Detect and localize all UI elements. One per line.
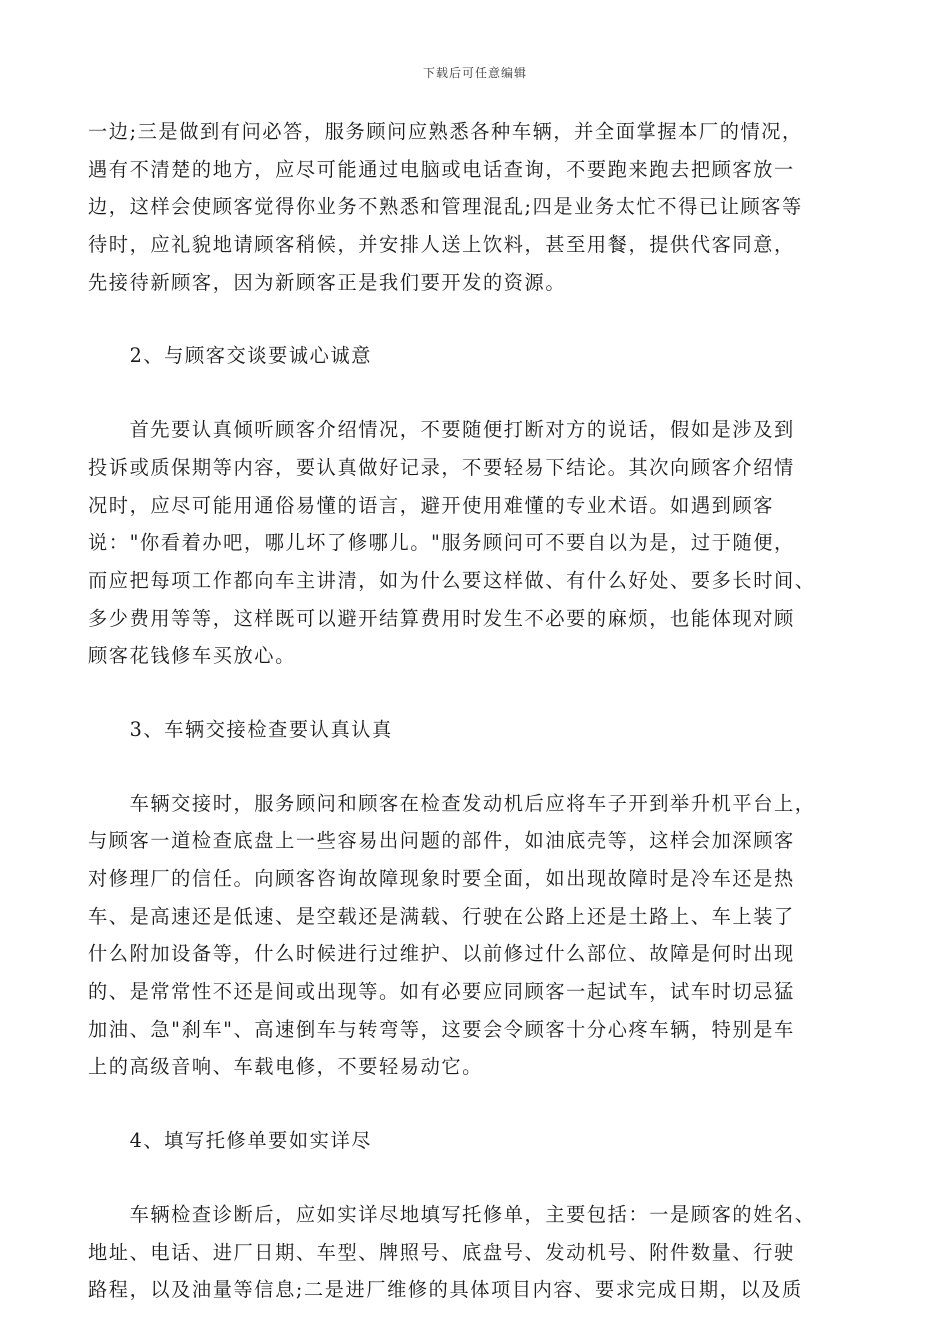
text-line: 况时，应尽可能用通俗易懂的语言，避开使用难懂的专业术语。如遇到顾客 bbox=[88, 493, 774, 517]
text-line: 边，这样会使顾客觉得你业务不熟悉和管理混乱;四是业务太忙不得已让顾客等 bbox=[88, 195, 803, 219]
text-line: 投诉或质保期等内容，要认真做好记录，不要轻易下结论。其次向顾客介绍情 bbox=[88, 455, 795, 479]
heading-text: 3、车辆交接检查要认真认真 bbox=[88, 717, 393, 741]
text-line: 首先要认真倾听顾客介绍情况，不要随便打断对方的说话，假如是涉及到 bbox=[88, 418, 795, 442]
text-line: 先接待新顾客，因为新顾客正是我们要开发的资源。 bbox=[88, 270, 567, 294]
text-line: 一边;三是做到有问必答，服务顾问应熟悉各种车辆，并全面掌握本厂的情况， bbox=[88, 120, 803, 143]
heading-text: 2、与顾客交谈要诚心诚意 bbox=[88, 344, 373, 368]
paragraph-section-3 bbox=[88, 785, 868, 1087]
text-line: 遇有不清楚的地方，应尽可能通过电脑或电话查询，不要跑来跑去把顾客放一 bbox=[88, 157, 795, 181]
text-line: 地址、电话、进厂日期、车型、牌照号、底盘号、发动机号、附件数量、行驶 bbox=[88, 1240, 795, 1264]
text-line: 而应把每项工作都向车主讲清，如为什么要这样做、有什么好处、要多长时间、 bbox=[88, 568, 816, 592]
text-line: 车辆检查诊断后，应如实详尽地填写托修单，主要包括：一是顾客的姓名、 bbox=[88, 1202, 816, 1226]
paragraph-gap bbox=[88, 301, 868, 337]
paragraph-gap bbox=[88, 1086, 868, 1122]
paragraph-section-2 bbox=[88, 411, 868, 675]
text-line: 对修理厂的信任。向顾客咨询故障现象时要全面，如出现故障时是冷车还是热 bbox=[88, 867, 795, 890]
text-line: 说："你看着办吧，哪儿坏了修哪儿。"服务顾问可不要自以为是，过于随便， bbox=[88, 531, 795, 555]
text-line: 与顾客一道检查底盘上一些容易出问题的部件，如油底壳等，这样会加深顾客 bbox=[88, 829, 795, 853]
text-line: 多少费用等等，这样既可以避开结算费用时发生不必要的麻烦，也能体现对顾 bbox=[88, 606, 795, 630]
paragraph-section-4 bbox=[88, 1196, 868, 1309]
text-line: 加油、急"刹车"、高速倒车与转弯等，这要会令顾客十分心疼车辆，特别是车 bbox=[88, 1017, 795, 1041]
paragraph-gap bbox=[88, 375, 868, 411]
section-heading-3 bbox=[88, 711, 868, 749]
text-line: 待时，应礼貌地请顾客稍候，并安排人送上饮料，甚至用餐，提供代客同意， bbox=[88, 233, 795, 257]
document-body bbox=[88, 113, 868, 1309]
text-line: 车、是高速还是低速、是空载还是满载、行驶在公路上还是土路上、车上装了 bbox=[88, 904, 795, 928]
text-line: 上的高级音响、车载电修，不要轻易动它。 bbox=[88, 1055, 483, 1079]
paragraph-gap bbox=[88, 1160, 868, 1196]
text-line: 什么附加设备等，什么时候进行过维护、以前修过什么部位、故障是何时出现 bbox=[88, 942, 795, 966]
text-line: 路程，以及油量等信息;二是进厂维修的具体项目内容、要求完成日期，以及质 bbox=[88, 1278, 803, 1302]
heading-text: 4、填写托修单要如实详尽 bbox=[88, 1129, 373, 1153]
text-line: 的、是常常性不还是间或出现等。如有必要应同顾客一起试车，试车时切忌猛 bbox=[88, 980, 795, 1004]
paragraph-gap bbox=[88, 749, 868, 785]
paragraph-continued bbox=[88, 113, 868, 301]
section-heading-2 bbox=[88, 337, 868, 375]
section-heading-4 bbox=[88, 1122, 868, 1160]
paragraph-gap bbox=[88, 675, 868, 711]
text-line: 顾客花钱修车买放心。 bbox=[88, 644, 296, 668]
page-header: 下载后可任意编辑 bbox=[422, 66, 527, 80]
text-line: 车辆交接时，服务顾问和顾客在检查发动机后应将车子开到举升机平台上， bbox=[88, 791, 816, 815]
